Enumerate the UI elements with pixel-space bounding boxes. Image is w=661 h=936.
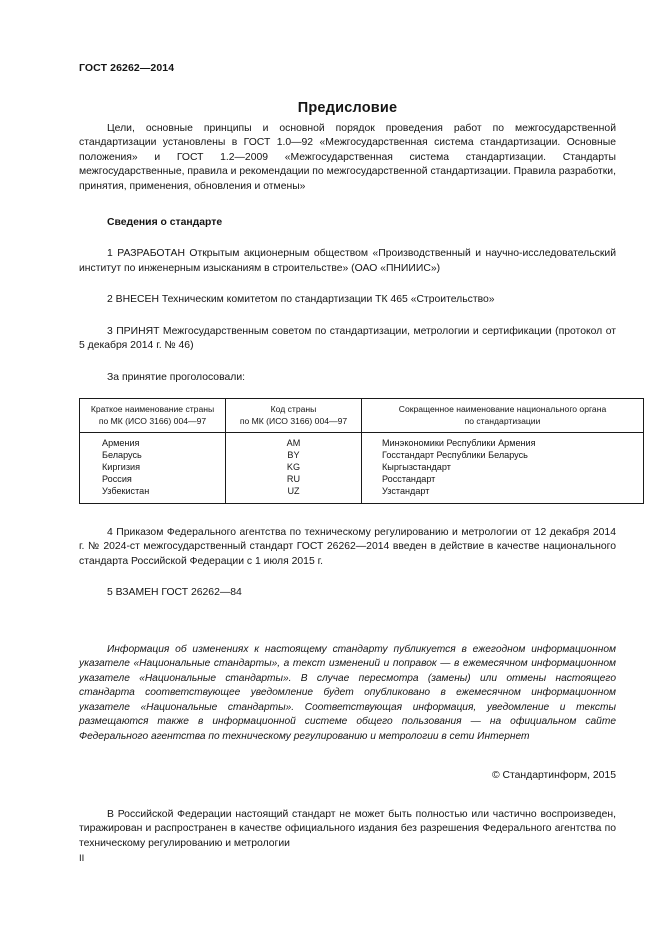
list-item: AM [286,438,301,449]
spacer [79,601,616,643]
list-item: Россия [102,473,132,484]
table-header-country-line1: Краткое наименование страны [90,403,215,414]
table-header-organization-line2: по стандартизации [464,415,541,426]
table-cell-organizations [362,433,644,504]
list-item: Кыргызстандарт [382,461,451,472]
copyright-line: © Стандартинформ, 2015 [491,770,616,781]
spacer [79,385,616,398]
list-item: Армения [102,438,140,449]
code-list [226,433,361,503]
table-header-organization-line1: Сокращенное наименование национального органа [398,403,607,414]
list-item: Беларусь [102,450,142,461]
list-item: Госстандарт Республики Беларусь [382,450,528,461]
list-item: Киргизия [102,461,141,472]
table-header-country-line2: по МК (ИСО 3166) 004—97 [98,415,207,426]
list-item: KG [286,461,301,472]
standard-info-item-3: 3 ПРИНЯТ Межгосударственным советом по стандартизации, метрологии и сертификации (протокол от 5 декабря 2014 г. № 46) [79,325,616,352]
standard-info-item-1: 1 РАЗРАБОТАН Открытым акционерным обществом «Производственный и научно-исследовательский институт по инженерным изысканиям в строительстве» (ОАО «ПНИИИС») [79,248,616,274]
standard-info-item-5: 5 ВЗАМЕН ГОСТ 26262—84 [107,587,242,599]
running-head-standard-number: ГОСТ 26262—2014 [79,62,175,74]
list-item: UZ [287,485,300,496]
intro-paragraph: Цели, основные принципы и основной порядок проведения работ по межгосударственной стандартизации установлены в ГОСТ 1.0—92 «Межгосударственная система стандартизации. Основные положения» и ГОСТ 1.2—2009 «Межгосударственная система стандартизации. Стандарты межгосударственные, правила и рекомендации по межгосударственной стандартизации. Правила разработки, принятия, применения, обновления и отмены» [79,123,616,192]
table-header-code [226,398,362,432]
vote-table [79,398,644,504]
table-cell-codes [226,433,362,504]
organization-list [362,433,643,503]
spacer [79,230,616,247]
list-item: Росстандарт [382,473,436,484]
table-cell-countries [80,433,226,504]
spacer [79,194,616,216]
list-item: BY [287,450,300,461]
list-item: Минэкономики Республики Армения [382,438,536,449]
table-header-row [80,398,644,432]
table-row [80,433,644,504]
table-header-country [80,398,226,432]
reproduction-notice-block [79,808,616,851]
standard-info-item-4: 4 Приказом Федерального агентства по техническому регулированию и метрологии от 12 декабря 2014 г. № 2024-ст межгосударственный стандарт ГОСТ 26262—2014 введен в действие в качестве национального стандарта Российской Федерации с 1 июля 2015 г. [79,526,616,567]
page-title: Предисловие [297,99,398,116]
amendment-notice-paragraph: Информация об изменениях к настоящему стандарту публикуется в ежегодном информационном указателе «Национальные стандарты», а текст изменений и поправок — в ежемесячном информационном указателе «Национальные стандарты». В случае пересмотра (замены) или отмены настоящего стандарта соответствующее уведомление будет опубликовано в ежемесячном информационном указателе «Национальные стандарты». Соответствующая информация, уведомление и тексты размещаются также в информационной системе общего пользования — на официальном сайте Федерального агентства по техническому регулированию и метрологии в сети Интернет [79,643,616,743]
section-heading-standard-info: Сведения о стандарте [107,217,223,229]
spacer [79,308,616,325]
table-header-code-line2: по МК (ИСО 3166) 004—97 [239,415,348,426]
table-header-organization [362,398,644,432]
document-body [79,122,616,745]
vote-table-container [79,398,616,504]
spacer [79,354,616,371]
country-list [80,433,225,503]
standard-info-item-2: 2 ВНЕСЕН Техническим комитетом по стандартизации ТК 465 «Строительство» [107,294,495,306]
spacer [79,504,616,526]
list-item: Узстандарт [382,485,430,496]
vote-intro-text: За принятие проголосовали: [107,371,246,383]
list-item: Узбекистан [102,485,150,496]
spacer [79,569,616,586]
table-header-code-line1: Код страны [270,403,317,414]
page-number: II [79,853,85,864]
list-item: RU [286,473,301,484]
spacer [79,276,616,293]
reproduction-notice-paragraph: В Российской Федерации настоящий стандарт не может быть полностью или частично воспроизведен, тиражирован и распространен в качестве официального издания без разрешения Федерального агентства по техническому регулированию и метрологии [79,809,616,849]
